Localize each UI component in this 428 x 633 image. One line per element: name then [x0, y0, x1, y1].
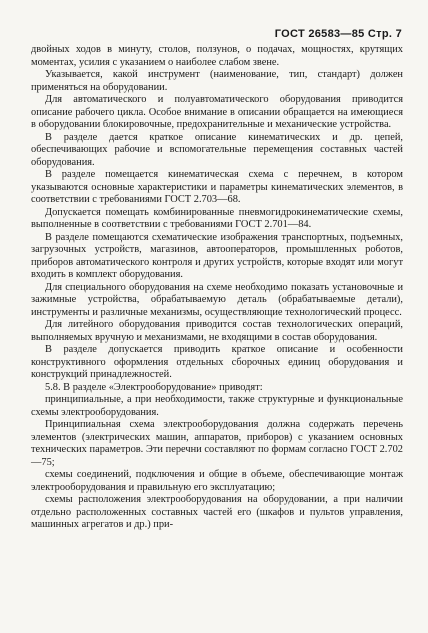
- paragraph-3: Для автоматического и полуавтоматического оборудования приводится описание рабочего цикла. Особое внимание в описании обращается на имеющиеся в оборудовании блокировочные, предохранительные и механические устройства.: [31, 94, 403, 130]
- paragraph-7: В разделе помещаются схематические изображения транспортных, подъемных, загрузочных устройств, магазинов, автооператоров, промышленных роботов, приборов автоматического контроля и других устройств, которые входят или могут входить в комплект оборудования.: [31, 231, 403, 280]
- paragraph-11: 5.8. В разделе «Электрооборудование» приводят:: [45, 381, 263, 393]
- paragraph-9: Для литейного оборудования приводится состав технологических операций, выполняемых вручную и механизмами, не входящими в состав оборудования.: [31, 319, 403, 343]
- document-body: [31, 44, 403, 532]
- paragraph-2: Указывается, какой инструмент (наименование, тип, стандарт) должен применяться на оборудовании.: [31, 69, 403, 93]
- paragraph-12: принципиальные, а при необходимости, также структурные и функциональные схемы электрооборудования.: [31, 394, 403, 418]
- paragraph-8: Для специального оборудования на схеме необходимо показать установочные и зажимные устройства, обрабатываемую деталь (обрабатываемые детали), инструменты и различные механизмы, осуществляющие технологический процесс.: [31, 281, 403, 318]
- paragraph-1: двойных ходов в минуту, столов, ползунов, о подачах, мощностях, крутящих моментах, усилия с указанием о наиболее слабом звене.: [31, 44, 403, 68]
- paragraph-15: схемы расположения электрооборудования на оборудовании, а при наличии отдельно расположенных составных частей его (шкафов и пультов управления, машинных агрегатов и др.) при-: [31, 494, 403, 530]
- paragraph-6: Допускается помещать комбинированные пневмогидрокинематические схемы, выполненные в соответствии с требованиями ГОСТ 2.701—84.: [31, 206, 403, 230]
- paragraph-5: В разделе помещается кинематическая схема с перечнем, в котором указываются основные характеристики и параметры кинематических элементов, в соответствии с требованиями ГОСТ 2.703—68.: [31, 169, 403, 205]
- paragraph-14: схемы соединений, подключения и общие в объеме, обеспечивающие монтаж электрооборудования и правильную его эксплуатацию;: [31, 469, 403, 493]
- page-header: ГОСТ 26583—85 Стр. 7: [274, 28, 402, 40]
- paragraph-13: Принципиальная схема электрооборудования должна содержать перечень элементов (электрических машин, аппаратов, приборов) с указанием основных технических параметров. Эти перечни составляют по формам согласно ГОСТ 2.702—75;: [31, 419, 403, 468]
- paragraph-10: В разделе допускается приводить краткое описание и особенности конструктивного оформления отдельных сборочных единиц оборудования и конструкций принадлежностей.: [31, 344, 403, 380]
- paragraph-4: В разделе дается краткое описание кинематических и др. цепей, обеспечивающих рабочие и вспомогательные перемещения составных частей оборудования.: [31, 131, 403, 168]
